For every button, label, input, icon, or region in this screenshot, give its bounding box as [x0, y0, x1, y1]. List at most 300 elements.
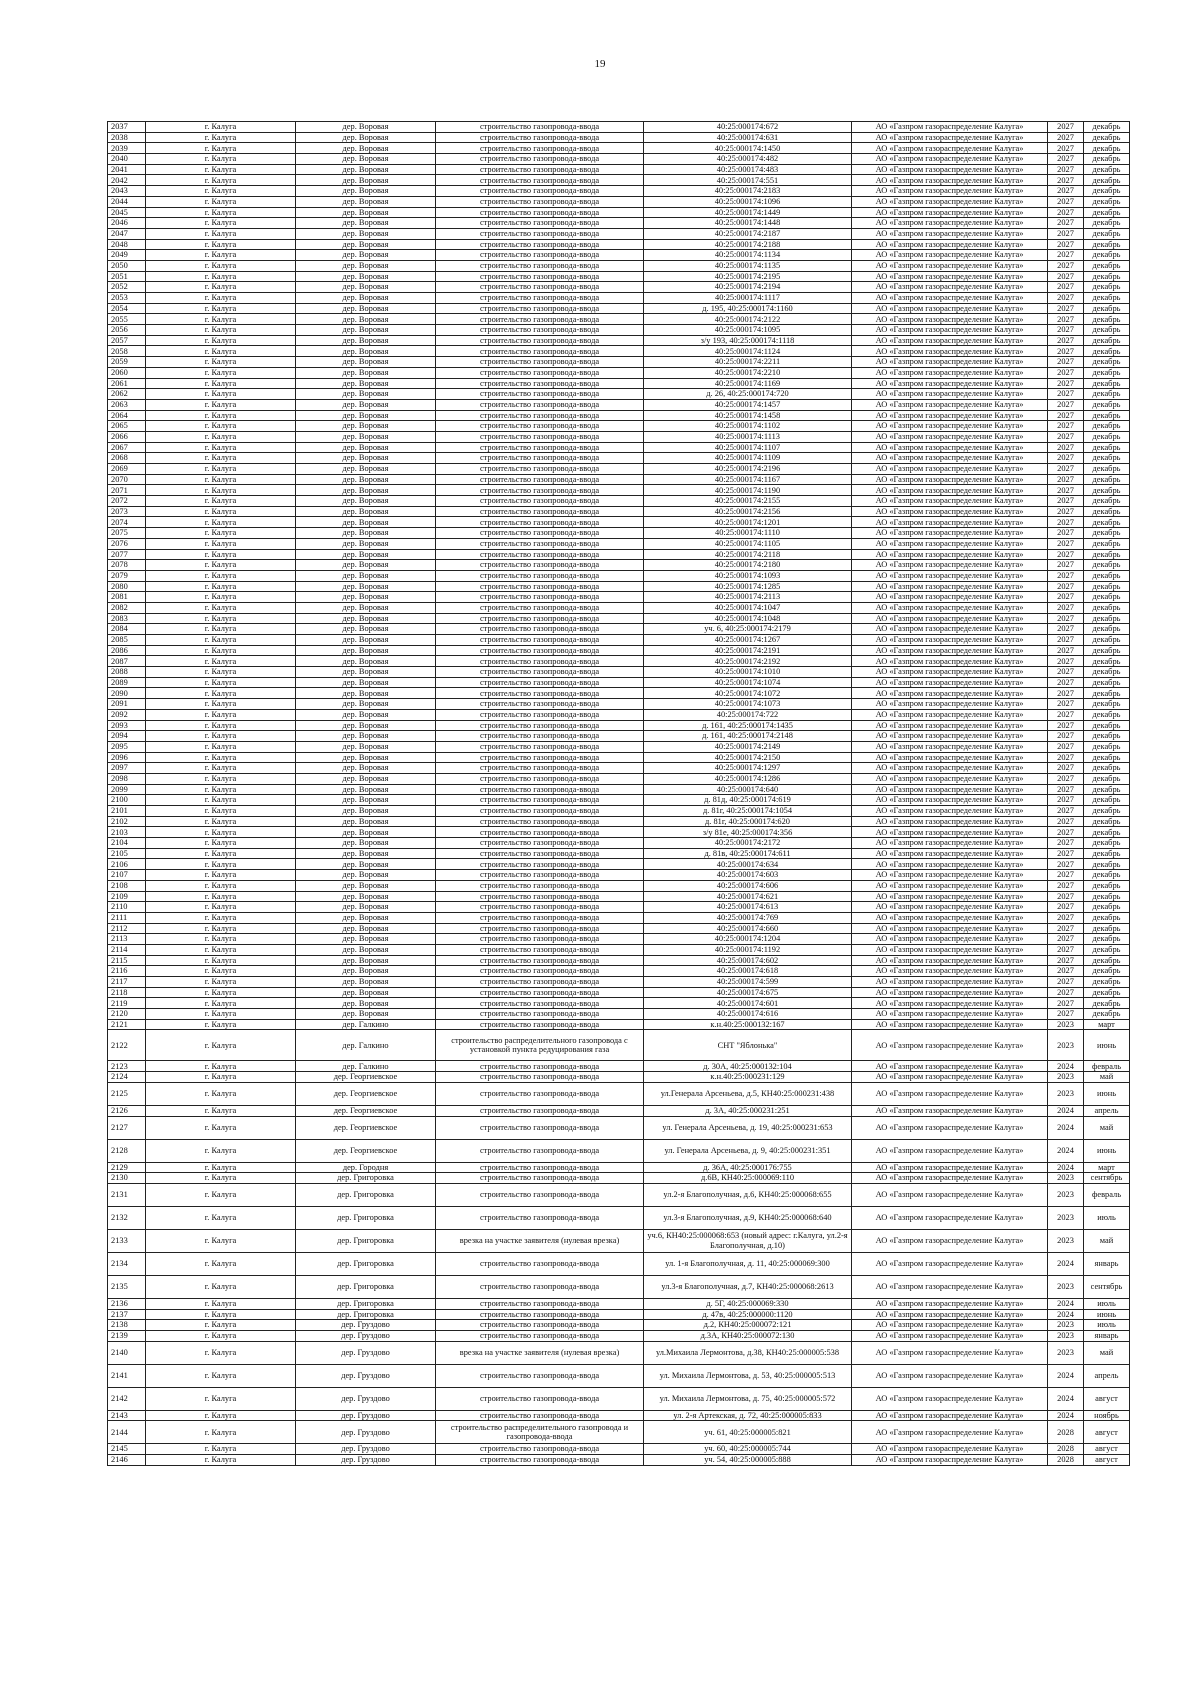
table-row — [108, 592, 1130, 603]
village-cell: дер. Воровая — [296, 431, 436, 442]
row-number-cell: 2068 — [108, 453, 146, 464]
work-type-cell: строительство газопровода-ввода — [436, 1455, 644, 1466]
city-cell: г. Калуга — [146, 677, 296, 688]
table-row — [108, 1030, 1130, 1061]
city-cell: г. Калуга — [146, 143, 296, 154]
organization-cell: АО «Газпром газораспределение Калуга» — [852, 1275, 1048, 1298]
village-cell: дер. Груздово — [296, 1341, 436, 1364]
year-cell: 2027 — [1048, 709, 1084, 720]
work-type-cell: строительство газопровода-ввода — [436, 239, 644, 250]
month-cell: декабрь — [1084, 357, 1130, 368]
work-type-cell: строительство газопровода-ввода — [436, 944, 644, 955]
address-cadastre-cell: 40:25:000174:2210 — [644, 367, 852, 378]
row-number-cell: 2133 — [108, 1229, 146, 1252]
organization-cell: АО «Газпром газораспределение Калуга» — [852, 293, 1048, 304]
work-type-cell: строительство газопровода-ввода — [436, 186, 644, 197]
row-number-cell: 2067 — [108, 442, 146, 453]
row-number-cell: 2059 — [108, 357, 146, 368]
work-type-cell: строительство газопровода-ввода — [436, 260, 644, 271]
row-number-cell: 2095 — [108, 741, 146, 752]
city-cell: г. Калуга — [146, 838, 296, 849]
table-row — [108, 635, 1130, 646]
city-cell: г. Калуга — [146, 731, 296, 742]
year-cell: 2027 — [1048, 496, 1084, 507]
organization-cell: АО «Газпром газораспределение Калуга» — [852, 528, 1048, 539]
month-cell: декабрь — [1084, 645, 1130, 656]
city-cell: г. Калуга — [146, 741, 296, 752]
organization-cell: АО «Газпром газораспределение Калуга» — [852, 1030, 1048, 1061]
city-cell: г. Калуга — [146, 784, 296, 795]
address-cadastre-cell: ул.2-я Благополучная, д.6, КН40:25:000068:655 — [644, 1183, 852, 1206]
row-number-cell: 2090 — [108, 688, 146, 699]
village-cell: дер. Галкино — [296, 1061, 436, 1072]
address-cadastre-cell: 40:25:000174:2156 — [644, 506, 852, 517]
row-number-cell: 2079 — [108, 570, 146, 581]
table-row — [108, 645, 1130, 656]
village-cell: дер. Воровая — [296, 784, 436, 795]
month-cell: декабрь — [1084, 303, 1130, 314]
table-row — [108, 570, 1130, 581]
work-type-cell: строительство газопровода-ввода — [436, 816, 644, 827]
work-type-cell: строительство газопровода-ввода — [436, 378, 644, 389]
work-type-cell: строительство газопровода-ввода — [436, 271, 644, 282]
month-cell: июнь — [1084, 1139, 1130, 1162]
address-cadastre-cell: д. 81г, 40:25:000174:1054 — [644, 806, 852, 817]
year-cell: 2027 — [1048, 1009, 1084, 1020]
table-row — [108, 1298, 1130, 1309]
address-cadastre-cell: 40:25:000174:1096 — [644, 196, 852, 207]
work-type-cell: строительство газопровода-ввода — [436, 1019, 644, 1030]
organization-cell: АО «Газпром газораспределение Калуга» — [852, 1082, 1048, 1105]
city-cell: г. Калуга — [146, 891, 296, 902]
table-row — [108, 1444, 1130, 1455]
year-cell: 2027 — [1048, 271, 1084, 282]
city-cell: г. Калуга — [146, 827, 296, 838]
organization-cell: АО «Газпром газораспределение Калуга» — [852, 335, 1048, 346]
city-cell: г. Калуга — [146, 1252, 296, 1275]
address-cadastre-cell: 40:25:000174:1117 — [644, 293, 852, 304]
year-cell: 2027 — [1048, 410, 1084, 421]
year-cell: 2027 — [1048, 581, 1084, 592]
address-cadastre-cell: 40:25:000174:1201 — [644, 517, 852, 528]
work-type-cell: строительство газопровода-ввода — [436, 132, 644, 143]
organization-cell: АО «Газпром газораспределение Калуга» — [852, 1206, 1048, 1229]
row-number-cell: 2108 — [108, 880, 146, 891]
address-cadastre-cell: д. 5Г, 40:25:000069:330 — [644, 1298, 852, 1309]
village-cell: дер. Груздово — [296, 1444, 436, 1455]
village-cell: дер. Воровая — [296, 741, 436, 752]
year-cell: 2027 — [1048, 902, 1084, 913]
year-cell: 2027 — [1048, 667, 1084, 678]
month-cell: декабрь — [1084, 517, 1130, 528]
table-row — [108, 1019, 1130, 1030]
organization-cell: АО «Газпром газораспределение Калуга» — [852, 1364, 1048, 1387]
year-cell: 2027 — [1048, 795, 1084, 806]
village-cell: дер. Воровая — [296, 528, 436, 539]
table-row — [108, 560, 1130, 571]
table-row — [108, 613, 1130, 624]
row-number-cell: 2107 — [108, 870, 146, 881]
month-cell: декабрь — [1084, 592, 1130, 603]
year-cell: 2027 — [1048, 196, 1084, 207]
village-cell: дер. Воровая — [296, 132, 436, 143]
city-cell: г. Калуга — [146, 581, 296, 592]
month-cell: декабрь — [1084, 741, 1130, 752]
work-type-cell: строительство газопровода-ввода — [436, 474, 644, 485]
work-type-cell: строительство газопровода-ввода — [436, 325, 644, 336]
row-number-cell: 2123 — [108, 1061, 146, 1072]
address-cadastre-cell: 40:25:000174:1073 — [644, 699, 852, 710]
row-number-cell: 2094 — [108, 731, 146, 742]
month-cell: декабрь — [1084, 207, 1130, 218]
city-cell: г. Калуга — [146, 293, 296, 304]
address-cadastre-cell: ул. 2-я Артекская, д. 72, 40:25:000005:833 — [644, 1410, 852, 1421]
address-cadastre-cell: 40:25:000174:483 — [644, 164, 852, 175]
month-cell: декабрь — [1084, 1009, 1130, 1020]
month-cell: декабрь — [1084, 549, 1130, 560]
organization-cell: АО «Газпром газораспределение Калуга» — [852, 602, 1048, 613]
address-cadastre-cell: 40:25:000174:1047 — [644, 602, 852, 613]
table-row — [108, 1364, 1130, 1387]
month-cell: декабрь — [1084, 250, 1130, 261]
work-type-cell: строительство газопровода-ввода — [436, 1206, 644, 1229]
city-cell: г. Калуга — [146, 1061, 296, 1072]
city-cell: г. Калуга — [146, 389, 296, 400]
table-row — [108, 175, 1130, 186]
address-cadastre-cell: 40:25:000174:1074 — [644, 677, 852, 688]
row-number-cell: 2053 — [108, 293, 146, 304]
year-cell: 2023 — [1048, 1341, 1084, 1364]
organization-cell: АО «Газпром газораспределение Калуга» — [852, 1139, 1048, 1162]
table-row — [108, 346, 1130, 357]
address-cadastre-cell: 40:25:000174:1124 — [644, 346, 852, 357]
month-cell: декабрь — [1084, 977, 1130, 988]
year-cell: 2027 — [1048, 538, 1084, 549]
month-cell: февраль — [1084, 1183, 1130, 1206]
address-cadastre-cell: 40:25:000174:1110 — [644, 528, 852, 539]
address-cadastre-cell: 40:25:000174:1190 — [644, 485, 852, 496]
year-cell: 2024 — [1048, 1116, 1084, 1139]
work-type-cell: строительство газопровода-ввода — [436, 795, 644, 806]
address-cadastre-cell: 40:25:000174:660 — [644, 923, 852, 934]
table-row — [108, 389, 1130, 400]
city-cell: г. Калуга — [146, 848, 296, 859]
address-cadastre-cell: 40:25:000174:2180 — [644, 560, 852, 571]
village-cell: дер. Воровая — [296, 196, 436, 207]
table-row — [108, 431, 1130, 442]
village-cell: дер. Воровая — [296, 602, 436, 613]
table-row — [108, 325, 1130, 336]
work-type-cell: строительство распределительного газопровода и газопровода-ввода — [436, 1421, 644, 1444]
year-cell: 2027 — [1048, 912, 1084, 923]
year-cell: 2027 — [1048, 122, 1084, 133]
year-cell: 2027 — [1048, 282, 1084, 293]
year-cell: 2027 — [1048, 528, 1084, 539]
village-cell: дер. Григоровка — [296, 1275, 436, 1298]
row-number-cell: 2065 — [108, 421, 146, 432]
organization-cell: АО «Газпром газораспределение Калуга» — [852, 1229, 1048, 1252]
table-row — [108, 335, 1130, 346]
village-cell: дер. Воровая — [296, 859, 436, 870]
year-cell: 2023 — [1048, 1019, 1084, 1030]
row-number-cell: 2144 — [108, 1421, 146, 1444]
address-cadastre-cell: 40:25:000174:2211 — [644, 357, 852, 368]
work-type-cell: строительство газопровода-ввода — [436, 485, 644, 496]
month-cell: февраль — [1084, 1061, 1130, 1072]
city-cell: г. Калуга — [146, 1229, 296, 1252]
row-number-cell: 2080 — [108, 581, 146, 592]
city-cell: г. Калуга — [146, 1387, 296, 1410]
organization-cell: АО «Газпром газораспределение Калуга» — [852, 902, 1048, 913]
organization-cell: АО «Газпром газораспределение Калуга» — [852, 239, 1048, 250]
year-cell: 2027 — [1048, 314, 1084, 325]
table-row — [108, 1330, 1130, 1341]
city-cell: г. Калуга — [146, 538, 296, 549]
village-cell: дер. Воровая — [296, 218, 436, 229]
city-cell: г. Калуга — [146, 528, 296, 539]
city-cell: г. Калуга — [146, 218, 296, 229]
village-cell: дер. Воровая — [296, 357, 436, 368]
city-cell: г. Калуга — [146, 1410, 296, 1421]
village-cell: дер. Воровая — [296, 912, 436, 923]
work-type-cell: строительство газопровода-ввода — [436, 1082, 644, 1105]
row-number-cell: 2038 — [108, 132, 146, 143]
work-type-cell: строительство газопровода-ввода — [436, 1330, 644, 1341]
city-cell: г. Калуга — [146, 239, 296, 250]
address-cadastre-cell: 40:25:000174:2183 — [644, 186, 852, 197]
year-cell: 2027 — [1048, 592, 1084, 603]
table-row — [108, 1082, 1130, 1105]
year-cell: 2027 — [1048, 143, 1084, 154]
city-cell: г. Калуга — [146, 1275, 296, 1298]
table-row — [108, 1116, 1130, 1139]
year-cell: 2027 — [1048, 987, 1084, 998]
village-cell: дер. Воровая — [296, 699, 436, 710]
village-cell: дер. Городня — [296, 1162, 436, 1173]
table-row — [108, 667, 1130, 678]
city-cell: г. Калуга — [146, 549, 296, 560]
table-row — [108, 293, 1130, 304]
city-cell: г. Калуга — [146, 378, 296, 389]
city-cell: г. Калуга — [146, 912, 296, 923]
city-cell: г. Калуга — [146, 592, 296, 603]
work-type-cell: строительство газопровода-ввода — [436, 1173, 644, 1184]
work-type-cell: строительство газопровода-ввода — [436, 175, 644, 186]
month-cell: декабрь — [1084, 186, 1130, 197]
city-cell: г. Калуга — [146, 1455, 296, 1466]
row-number-cell: 2119 — [108, 998, 146, 1009]
work-type-cell: строительство газопровода-ввода — [436, 1139, 644, 1162]
year-cell: 2027 — [1048, 378, 1084, 389]
row-number-cell: 2115 — [108, 955, 146, 966]
table-row — [108, 410, 1130, 421]
address-cadastre-cell: 40:25:000174:551 — [644, 175, 852, 186]
organization-cell: АО «Газпром газораспределение Калуга» — [852, 570, 1048, 581]
year-cell: 2023 — [1048, 1030, 1084, 1061]
organization-cell: АО «Газпром газораспределение Калуга» — [852, 1455, 1048, 1466]
month-cell: декабрь — [1084, 143, 1130, 154]
address-cadastre-cell: 40:25:000174:2196 — [644, 464, 852, 475]
address-cadastre-cell: уч.6, КН40:25:000068:653 (новый адрес: г.Калуга, ул.2-я Благополучная, д.10) — [644, 1229, 852, 1252]
work-type-cell: строительство газопровода-ввода — [436, 1364, 644, 1387]
row-number-cell: 2087 — [108, 656, 146, 667]
year-cell: 2024 — [1048, 1410, 1084, 1421]
month-cell: апрель — [1084, 1105, 1130, 1116]
work-type-cell: строительство газопровода-ввода — [436, 453, 644, 464]
work-type-cell: строительство газопровода-ввода — [436, 1320, 644, 1331]
work-type-cell: строительство газопровода-ввода — [436, 250, 644, 261]
table-row — [108, 923, 1130, 934]
year-cell: 2024 — [1048, 1139, 1084, 1162]
organization-cell: АО «Газпром газораспределение Калуга» — [852, 399, 1048, 410]
address-cadastre-cell: д. 161, 40:25:000174:2148 — [644, 731, 852, 742]
village-cell: дер. Воровая — [296, 228, 436, 239]
document-table — [107, 121, 1130, 1466]
city-cell: г. Калуга — [146, 303, 296, 314]
work-type-cell: строительство газопровода-ввода — [436, 303, 644, 314]
year-cell: 2028 — [1048, 1455, 1084, 1466]
city-cell: г. Калуга — [146, 752, 296, 763]
village-cell: дер. Груздово — [296, 1330, 436, 1341]
year-cell: 2027 — [1048, 677, 1084, 688]
work-type-cell: строительство газопровода-ввода — [436, 827, 644, 838]
year-cell: 2027 — [1048, 228, 1084, 239]
city-cell: г. Калуга — [146, 186, 296, 197]
organization-cell: АО «Газпром газораспределение Калуга» — [852, 517, 1048, 528]
organization-cell: АО «Газпром газораспределение Калуга» — [852, 196, 1048, 207]
row-number-cell: 2146 — [108, 1455, 146, 1466]
table-row — [108, 891, 1130, 902]
table-row — [108, 271, 1130, 282]
month-cell: июнь — [1084, 1030, 1130, 1061]
organization-cell: АО «Газпром газораспределение Калуга» — [852, 870, 1048, 881]
work-type-cell: строительство газопровода-ввода — [436, 1410, 644, 1421]
table-row — [108, 506, 1130, 517]
table-row — [108, 955, 1130, 966]
year-cell: 2027 — [1048, 250, 1084, 261]
row-number-cell: 2041 — [108, 164, 146, 175]
village-cell: дер. Воровая — [296, 635, 436, 646]
table-row — [108, 485, 1130, 496]
work-type-cell: строительство газопровода-ввода — [436, 389, 644, 400]
organization-cell: АО «Газпром газораспределение Калуга» — [852, 1116, 1048, 1139]
month-cell: январь — [1084, 1330, 1130, 1341]
organization-cell: АО «Газпром газораспределение Калуга» — [852, 656, 1048, 667]
month-cell: декабрь — [1084, 880, 1130, 891]
row-number-cell: 2037 — [108, 122, 146, 133]
village-cell: дер. Григоровка — [296, 1229, 436, 1252]
village-cell: дер. Воровая — [296, 549, 436, 560]
month-cell: декабрь — [1084, 816, 1130, 827]
row-number-cell: 2131 — [108, 1183, 146, 1206]
table-row — [108, 752, 1130, 763]
city-cell: г. Калуга — [146, 667, 296, 678]
city-cell: г. Калуга — [146, 260, 296, 271]
address-cadastre-cell: 40:25:000174:1167 — [644, 474, 852, 485]
work-type-cell: строительство газопровода-ввода — [436, 955, 644, 966]
organization-cell: АО «Газпром газораспределение Калуга» — [852, 431, 1048, 442]
city-cell: г. Калуга — [146, 164, 296, 175]
month-cell: декабрь — [1084, 667, 1130, 678]
city-cell: г. Калуга — [146, 709, 296, 720]
month-cell: декабрь — [1084, 325, 1130, 336]
address-cadastre-cell: 40:25:000174:1113 — [644, 431, 852, 442]
table-row — [108, 378, 1130, 389]
year-cell: 2027 — [1048, 517, 1084, 528]
organization-cell: АО «Газпром газораспределение Калуга» — [852, 357, 1048, 368]
year-cell: 2027 — [1048, 624, 1084, 635]
work-type-cell: строительство газопровода-ввода — [436, 752, 644, 763]
month-cell: август — [1084, 1421, 1130, 1444]
village-cell: дер. Воровая — [296, 399, 436, 410]
year-cell: 2027 — [1048, 838, 1084, 849]
month-cell: декабрь — [1084, 944, 1130, 955]
row-number-cell: 2129 — [108, 1162, 146, 1173]
address-cadastre-cell: д.3А, КН40:25:000072:130 — [644, 1330, 852, 1341]
address-cadastre-cell: 40:25:000174:1450 — [644, 143, 852, 154]
address-cadastre-cell: 40:25:000174:1134 — [644, 250, 852, 261]
village-cell: дер. Воровая — [296, 410, 436, 421]
year-cell: 2027 — [1048, 389, 1084, 400]
address-cadastre-cell: ул. Генерала Арсеньева, д. 19, 40:25:000231:653 — [644, 1116, 852, 1139]
work-type-cell: строительство газопровода-ввода — [436, 891, 644, 902]
table-row — [108, 624, 1130, 635]
month-cell: декабрь — [1084, 528, 1130, 539]
month-cell: декабрь — [1084, 987, 1130, 998]
organization-cell: АО «Газпром газораспределение Калуга» — [852, 132, 1048, 143]
work-type-cell: строительство газопровода-ввода — [436, 688, 644, 699]
month-cell: декабрь — [1084, 677, 1130, 688]
organization-cell: АО «Газпром газораспределение Калуга» — [852, 934, 1048, 945]
address-cadastre-cell: д.2, КН40:25:000072:121 — [644, 1320, 852, 1331]
month-cell: декабрь — [1084, 870, 1130, 881]
address-cadastre-cell: ул. Генерала Арсеньева, д. 9, 40:25:000231:351 — [644, 1139, 852, 1162]
year-cell: 2027 — [1048, 560, 1084, 571]
row-number-cell: 2056 — [108, 325, 146, 336]
city-cell: г. Калуга — [146, 570, 296, 581]
organization-cell: АО «Газпром газораспределение Калуга» — [852, 1320, 1048, 1331]
village-cell: дер. Воровая — [296, 335, 436, 346]
table-row — [108, 773, 1130, 784]
organization-cell: АО «Газпром газораспределение Калуга» — [852, 560, 1048, 571]
organization-cell: АО «Газпром газораспределение Калуга» — [852, 624, 1048, 635]
address-cadastre-cell: ул. 1-я Благополучная, д. 11, 40:25:000069:300 — [644, 1252, 852, 1275]
organization-cell: АО «Газпром газораспределение Калуга» — [852, 944, 1048, 955]
row-number-cell: 2112 — [108, 923, 146, 934]
year-cell: 2023 — [1048, 1183, 1084, 1206]
city-cell: г. Калуга — [146, 688, 296, 699]
table-row — [108, 421, 1130, 432]
address-cadastre-cell: 40:25:000174:1105 — [644, 538, 852, 549]
city-cell: г. Калуга — [146, 1421, 296, 1444]
address-cadastre-cell: д. 81в, 40:25:000174:611 — [644, 848, 852, 859]
table-row — [108, 1105, 1130, 1116]
table-row — [108, 966, 1130, 977]
village-cell: дер. Воровая — [296, 325, 436, 336]
year-cell: 2023 — [1048, 1229, 1084, 1252]
table-row — [108, 1387, 1130, 1410]
village-cell: дер. Воровая — [296, 260, 436, 271]
address-cadastre-cell: 40:25:000174:1135 — [644, 260, 852, 271]
work-type-cell: строительство газопровода-ввода — [436, 870, 644, 881]
city-cell: г. Калуга — [146, 923, 296, 934]
month-cell: декабрь — [1084, 282, 1130, 293]
village-cell: дер. Воровая — [296, 367, 436, 378]
year-cell: 2027 — [1048, 357, 1084, 368]
work-type-cell: строительство газопровода-ввода — [436, 720, 644, 731]
address-cadastre-cell: к.н.40:25:000231:129 — [644, 1072, 852, 1083]
work-type-cell: строительство газопровода-ввода — [436, 399, 644, 410]
